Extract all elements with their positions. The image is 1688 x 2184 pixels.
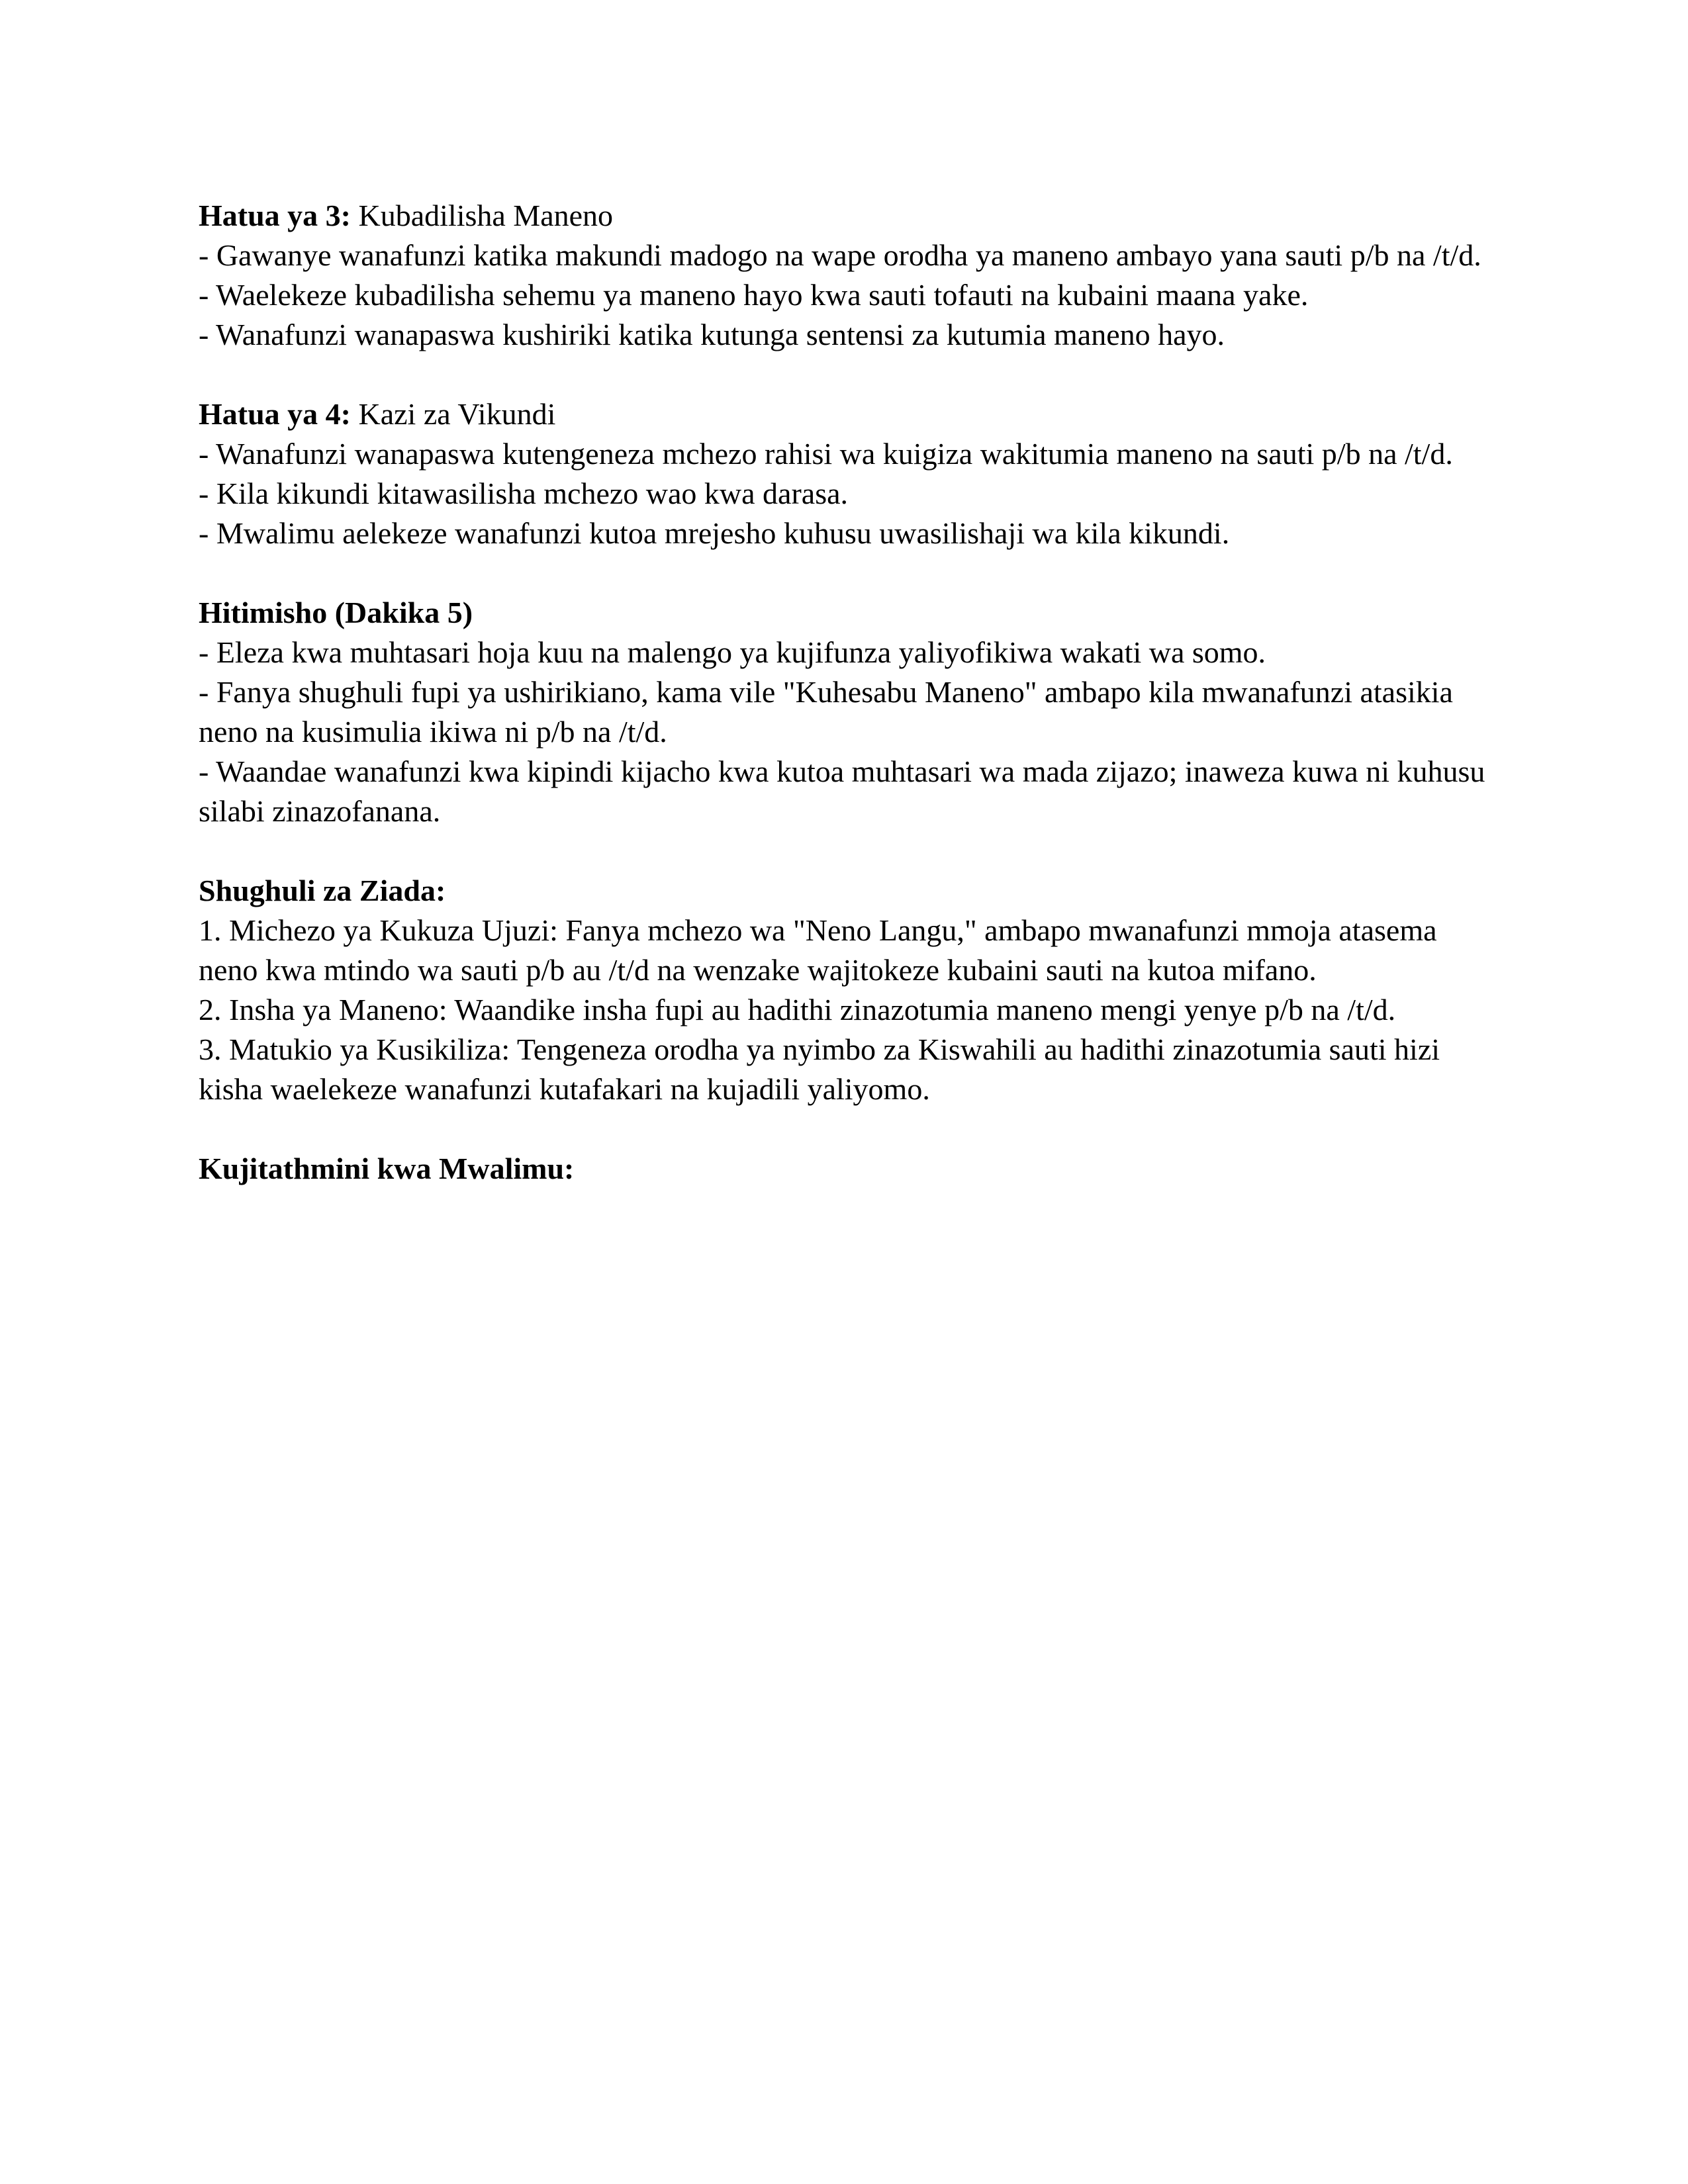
heading-bold: Hatua ya 4: [199, 397, 351, 431]
list-item: 1. Michezo ya Kukuza Ujuzi: Fanya mchezo wa "Neno Langu," ambapo mwanafunzi mmoja atasema neno kwa mtindo wa sauti p/b au /t/d na wenzake wajitokeze kubaini sauti na kutoa mifano. [199, 913, 1437, 987]
section-hatua-4 [199, 394, 1496, 553]
list-item: - Kila kikundi kitawasilisha mchezo wao kwa darasa. [199, 477, 849, 510]
section-hitimisho [199, 593, 1496, 831]
list-item: - Fanya shughuli fupi ya ushirikiano, kama vile "Kuhesabu Maneno" ambapo kila mwanafunzi atasikia neno na kusimulia ikiwa ni p/b na /t/d. [199, 675, 1453, 749]
section-kujitathmini [199, 1149, 1496, 1189]
section-heading: Kujitathmini kwa Mwalimu: [199, 1152, 575, 1185]
list-item: - Mwalimu aelekeze wanafunzi kutoa mrejesho kuhusu uwasilishaji wa kila kikundi. [199, 516, 1230, 550]
section-heading: Shughuli za Ziada: [199, 874, 446, 907]
section-heading: Hitimisho (Dakika 5) [199, 596, 473, 629]
list-item: - Gawanye wanafunzi katika makundi madogo na wape orodha ya maneno ambayo yana sauti p/b na /t/d. [199, 238, 1481, 272]
document-page [199, 196, 1496, 1228]
list-item: - Eleza kwa muhtasari hoja kuu na malengo ya kujifunza yaliyofikiwa wakati wa somo. [199, 635, 1266, 669]
section-shughuli-za-ziada [199, 871, 1496, 1109]
heading-text: Kazi za Vikundi [351, 397, 556, 431]
section-heading [199, 196, 1496, 236]
heading-bold: Hatua ya 3: [199, 199, 351, 232]
list-item: 2. Insha ya Maneno: Waandike insha fupi au hadithi zinazotumia maneno mengi yenye p/b na /t/d. [199, 993, 1396, 1026]
section-hatua-3 [199, 196, 1496, 355]
list-item: - Wanafunzi wanapaswa kushiriki katika kutunga sentensi za kutumia maneno hayo. [199, 318, 1225, 351]
list-item: - Waandae wanafunzi kwa kipindi kijacho kwa kutoa muhtasari wa mada zijazo; inaweza kuwa ni kuhusu silabi zinazofanana. [199, 754, 1485, 828]
list-item: - Waelekeze kubadilisha sehemu ya maneno hayo kwa sauti tofauti na kubaini maana yake. [199, 278, 1309, 312]
heading-text: Kubadilisha Maneno [351, 199, 614, 232]
list-item: 3. Matukio ya Kusikiliza: Tengeneza orodha ya nyimbo za Kiswahili au hadithi zinazotumia sauti hizi kisha waelekeze wanafunzi kutafakari na kujadili yaliyomo. [199, 1032, 1440, 1106]
list-item: - Wanafunzi wanapaswa kutengeneza mchezo rahisi wa kuigiza wakitumia maneno na sauti p/b na /t/d. [199, 437, 1453, 471]
section-heading [199, 394, 1496, 434]
